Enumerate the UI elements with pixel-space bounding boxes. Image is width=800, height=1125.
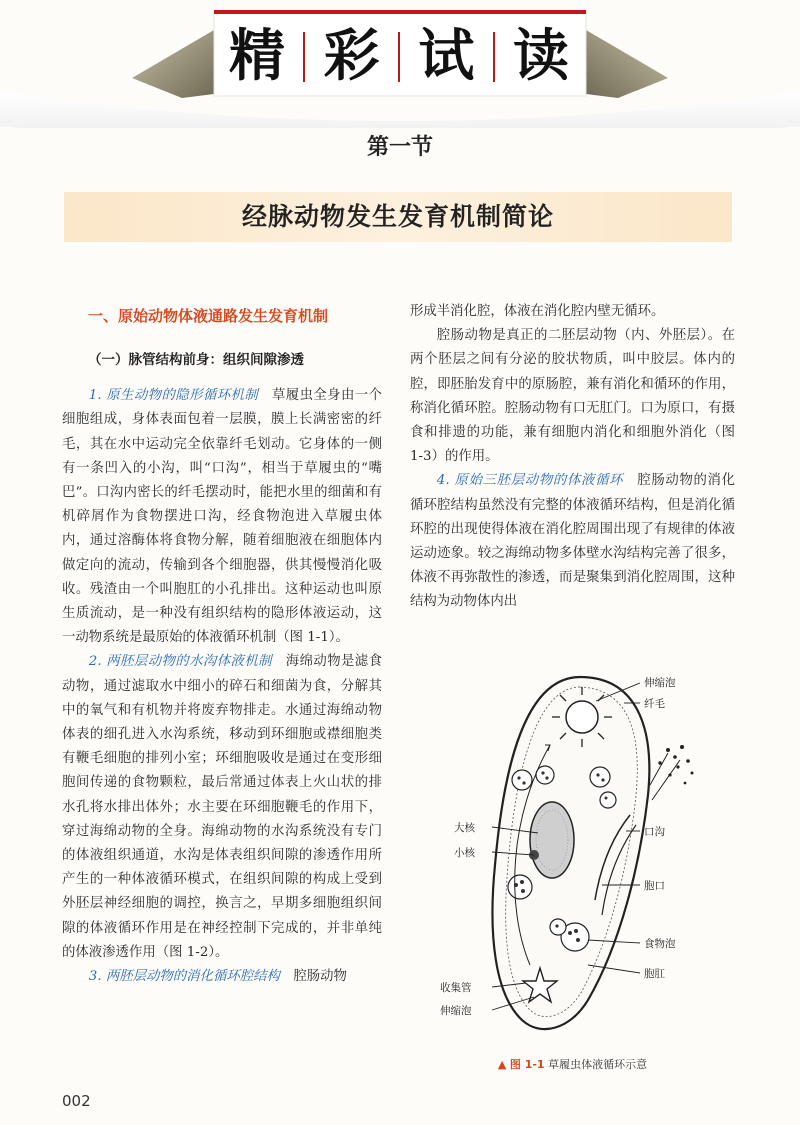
- title-band: [64, 192, 732, 242]
- paragraph-protozoa: [62, 384, 382, 650]
- paragraph-text: 海绵动物是滤食动物，通过滤取水中细小的碎石和细菌为食，分解其中的氧气和有机物并将废弃物排走。水通过海绵动物体表的细孔进入水沟系统，移动到环细胞或襟细胞类有鞭毛细胞的排列小室；环细胞吸收是通过在变形细胞间传递的食物颗粒，最后常通过体表上火山状的排水孔将水排出体外；水主要在环细胞鞭毛的作用下，穿过海绵动物的全身。海绵动物的水沟系统没有专门的体液组织通道，水沟是体表组织间隙的渗透作用所产生的一种体液循环模式，在组织间隙的构成上受到外胚层神经细胞的调控，换言之，早期多细胞组织间隙的体液循环作用是在神经控制下完成的，并非单纯的体液渗透作用（图 1-2）。: [62, 654, 383, 960]
- label-contractile-vacuole-bottom: 伸缩泡: [440, 1005, 472, 1017]
- figure-caption: [410, 1056, 735, 1072]
- page-title: 经脉动物发生发育机制简论: [241, 202, 554, 231]
- banner-title: [214, 18, 584, 96]
- caption-number: 图 1-1: [509, 1058, 545, 1071]
- label-cytostome: 胞口: [644, 880, 665, 892]
- paragraph-text: 草履虫全身由一个细胞组成，身体表面包着一层膜，膜上长满密密的纤毛，其在水中运动完全依靠纤毛划动。它身体的一侧有一条凹入的小沟，叫“口沟”，相当于草履虫的“嘴巴”。口沟内密长的纤毛摆动时，能把水里的细菌和有机碎屑作为食物摆进口沟，经食物泡进入草履虫体内，通过溶酶体将食物分解，随着细胞液在细胞体内做定向的流动，传输到各个细胞器，供其慢慢消化吸收。残渣由一个叫胞肛的小孔排出。这种运动也叫原生质流动，是一种没有组织结构的隐形体液运动，这一动物系统是最原始的体液循环机制（图 1-1）。: [62, 388, 382, 646]
- paragraph-sponge: [62, 650, 382, 965]
- paragraph-text: 腔肠动物的消化循环腔结构虽然没有完整的体液循环结构，但是消化循环腔的出现使得体液在消化腔周围出现了有规律的体液运动迹象。较之海绵动物多体壁水沟结构完善了很多，体液不再弥散性的渗透，而是聚集到消化腔周围，这种结构为动物体内出: [410, 473, 736, 610]
- figure-paramecium: [410, 665, 735, 1050]
- label-oral-groove: 口沟: [644, 826, 665, 838]
- caption-marker-icon: ▲: [497, 1058, 507, 1071]
- keyword: 4. 原始三胚层动物的体液循环: [436, 473, 624, 489]
- banner-char: 精: [229, 24, 285, 89]
- label-macronucleus: 大核: [454, 822, 475, 834]
- keyword: 1. 原生动物的隐形循环机制: [88, 388, 259, 404]
- label-collecting-canal: 收集管: [440, 982, 472, 994]
- right-column: [410, 300, 735, 615]
- banner-separator: [398, 32, 400, 82]
- paragraph-text: 腔肠动物: [293, 969, 347, 985]
- page-number: 002: [62, 1092, 91, 1110]
- paragraph-triploblastic: [410, 469, 735, 614]
- banner-char: 读: [512, 24, 569, 89]
- subsection-heading: （一）脉管结构前身：组织间隙渗透: [88, 352, 304, 368]
- banner-char: 彩: [323, 24, 380, 89]
- label-contractile-vacuole-top: 伸缩泡: [644, 677, 676, 689]
- section-number: 第一节: [366, 135, 433, 160]
- keyword: 2. 两胚层动物的水沟体液机制: [88, 654, 272, 670]
- label-cilia: 纤毛: [644, 698, 665, 710]
- section-heading: 一、原始动物体液通路发生发育机制: [88, 307, 329, 325]
- label-cytoproct: 胞肛: [644, 968, 665, 980]
- banner: [0, 0, 800, 128]
- left-column: [62, 300, 382, 989]
- banner-separator: [493, 32, 495, 82]
- paragraph-diploblastic: 腔肠动物是真正的二胚层动物（内、外胚层）。在两个胚层之间有分泌的胶状物质，叫中胶层。体内的腔，即胚胎发育中的原肠腔，兼有消化和循环的作用，称消化循环腔。腔肠动物有口无肛门。口为原口，有摄食和排遗的功能，兼有细胞内消化和细胞外消化（图 1-3）的作用。: [410, 328, 735, 465]
- caption-text: 草履虫体液循环示意: [548, 1058, 648, 1071]
- label-food-vacuole: 食物泡: [644, 938, 676, 950]
- banner-separator: [303, 32, 305, 82]
- label-micronucleus: 小核: [454, 847, 475, 859]
- keyword: 3. 两胚层动物的消化循环腔结构: [88, 969, 280, 985]
- paragraph-continued: 形成半消化腔，体液在消化腔内壁无循环。: [410, 304, 665, 319]
- paragraph-coelenterate: [62, 965, 382, 989]
- banner-char: 试: [418, 24, 475, 89]
